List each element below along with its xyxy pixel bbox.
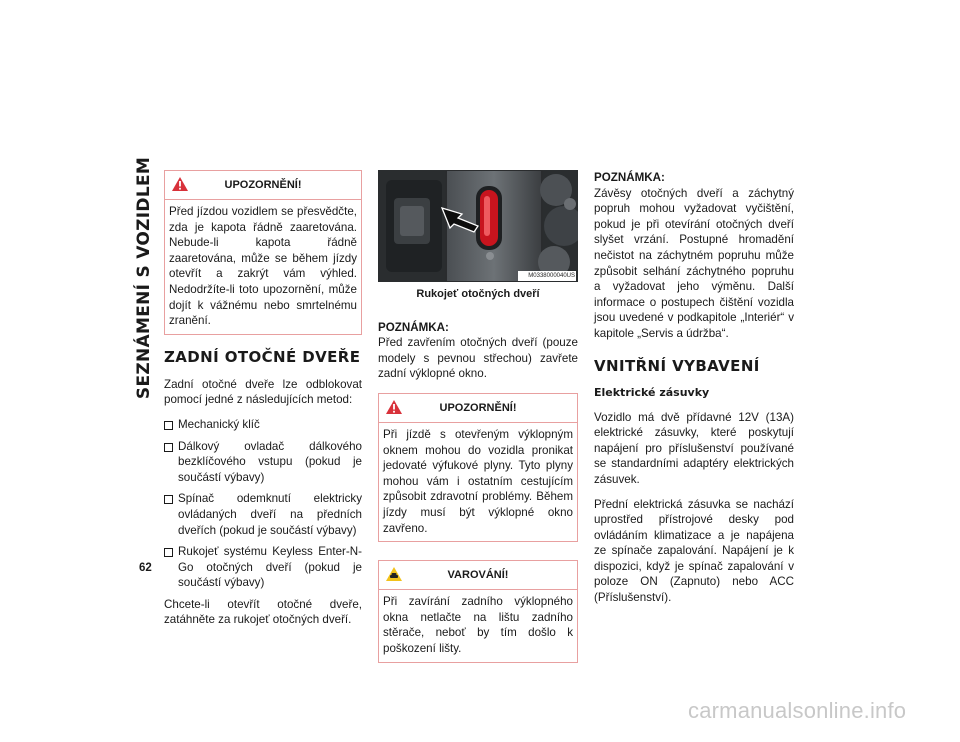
note-title: POZNÁMKA: bbox=[378, 320, 449, 334]
caution-text: Při zavírání zadního výklopného okna netlačte na lištu zadního stěrače, neboť by tím došlo k poškození lišty. bbox=[383, 595, 573, 655]
unlock-methods-list bbox=[164, 417, 362, 591]
list-item-text: Dálkový ovladač dálkového bezklíčového vstupu (pokud je součástí výbavy) bbox=[178, 439, 362, 484]
warning-text: Před jízdou vozidlem se přesvědčte, zda je kapota řádně zaaretována. Nebude-li kapota řádně zaaretována, může se během jízdy otevřít a zakrýt vám výhled. Nedodržíte-li toto upozornění, může dojít k vážnému nebo smrtelnému zranění. bbox=[169, 205, 357, 328]
subheading-power-outlets: Elektrické zásuvky bbox=[594, 385, 710, 399]
checkbox-bullet-icon bbox=[164, 495, 173, 504]
page-number: 62 bbox=[139, 562, 152, 574]
warning-box-header bbox=[379, 394, 577, 423]
warning-box-hood bbox=[164, 170, 362, 335]
note-text: Před zavřením otočných dveří (pouze modely s pevnou střechou) zavřete zadní výklopné okno. bbox=[378, 336, 578, 381]
warning-title: UPOZORNĚNÍ! bbox=[439, 401, 517, 414]
warning-box-exhaust bbox=[378, 393, 578, 542]
watermark-text: carmanualsonline.info bbox=[688, 698, 907, 723]
list-item bbox=[164, 439, 362, 486]
warning-triangle-icon bbox=[171, 176, 189, 192]
outro-paragraph: Chcete-li otevřít otočné dveře, zatáhněte za rukojeť otočných dveří. bbox=[164, 597, 362, 627]
list-item bbox=[164, 544, 362, 591]
column-middle bbox=[378, 170, 578, 675]
warning-triangle-icon bbox=[385, 399, 403, 415]
intro-paragraph: Zadní otočné dveře lze odblokovat pomocí jedné z následujících metod: bbox=[164, 377, 362, 407]
door-handle-figure bbox=[378, 170, 578, 282]
caution-title: VAROVÁNÍ! bbox=[447, 569, 509, 582]
chapter-title: SEZNÁMENÍ S VOZIDLEM bbox=[134, 156, 155, 400]
note-title: POZNÁMKA: bbox=[594, 171, 665, 184]
column-right bbox=[594, 170, 794, 615]
door-handle-illustration bbox=[378, 170, 578, 282]
caution-box-header bbox=[379, 561, 577, 590]
list-item-text: Spínač odemknutí elektricky ovládaných dveří na předních dveřích (pokud je součástí výbavy) bbox=[178, 492, 362, 537]
list-item-text: Rukojeť systému Keyless Enter-N-Go otočných dveří (pokud je součástí výbavy) bbox=[178, 545, 362, 590]
note-text: Závěsy otočných dveří a záchytný popruh mohou vyžadovat vyčištění, pokud je při otevírání otočných dveří slyšet vrzání. Postupné hromadění nečistot na záchytném popruhu může způsobit selhání záchytného popruhu a vyžadovat jeho výměnu. Další informace o postupech čištění vozidla jsou uvedené v podkapitole „Interiér“ v kapitole „Servis a údržba“. bbox=[594, 186, 794, 340]
figure-code: M0338000040US bbox=[528, 273, 575, 279]
warning-box-header bbox=[165, 171, 361, 200]
chapter-side-tab bbox=[132, 156, 158, 400]
front-outlet-paragraph: Přední elektrická zásuvka se nachází uprostřed přístrojové desky pod ovládáním klimatizace a je napájena ze spínače zapalování. Napájení je k dispozici, když je spínač zapalování v poloze ON (Zapnuto) nebo ACC (Příslušenství). bbox=[594, 497, 794, 605]
figure-caption: Rukojeť otočných dveří bbox=[416, 288, 540, 300]
warning-title: UPOZORNĚNÍ! bbox=[224, 179, 302, 191]
section-heading-rear-doors: ZADNÍ OTOČNÉ DVEŘE bbox=[164, 347, 361, 366]
list-item-text: Mechanický klíč bbox=[178, 417, 260, 431]
column-left bbox=[164, 170, 362, 637]
list-item bbox=[164, 491, 362, 538]
caution-box-wiper bbox=[378, 560, 578, 662]
checkbox-bullet-icon bbox=[164, 443, 173, 452]
checkbox-bullet-icon bbox=[164, 548, 173, 557]
section-heading-interior: VNITŘNÍ VYBAVENÍ bbox=[594, 356, 760, 375]
warning-text: Při jízdě s otevřeným výklopným oknem mohou do vozidla pronikat jedovaté výfukové plyny. Tyto plyny mohou vám i ostatním cestujícím způsobit zdravotní problémy. Během jízdy musí být výklopné okno zavřeno. bbox=[383, 427, 573, 535]
caution-car-icon bbox=[385, 566, 403, 582]
list-item bbox=[164, 417, 362, 433]
checkbox-bullet-icon bbox=[164, 421, 173, 430]
outlets-paragraph: Vozidlo má dvě přídavné 12V (13A) elektrické zásuvky, které poskytují napájení pro příslušenství používané se standardními adaptéry elektrických zásuvek. bbox=[594, 410, 794, 486]
